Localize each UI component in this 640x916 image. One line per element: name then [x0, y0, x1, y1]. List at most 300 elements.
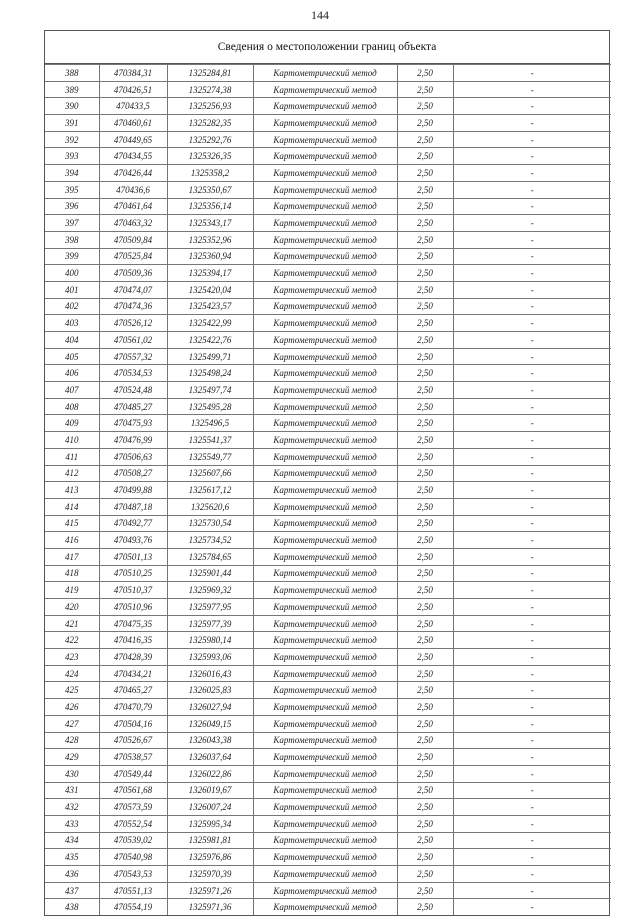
method-cell: Картометрический метод: [253, 565, 397, 582]
accuracy-cell: 2,50: [397, 882, 453, 899]
accuracy-cell: 2,50: [397, 148, 453, 165]
table-row: [45, 448, 611, 465]
table-row: [45, 532, 611, 549]
y-coordinate-cell: 1325422,99: [167, 315, 253, 332]
table-caption: Сведения о местоположении границ объекта: [45, 31, 609, 64]
accuracy-cell: 2,50: [397, 65, 453, 82]
description-cell: -: [453, 215, 611, 232]
accuracy-cell: 2,50: [397, 315, 453, 332]
method-cell: Картометрический метод: [253, 899, 397, 915]
x-coordinate-cell: 470525,84: [99, 248, 167, 265]
point-number-cell: 428: [45, 732, 99, 749]
description-cell: -: [453, 665, 611, 682]
method-cell: Картометрический метод: [253, 498, 397, 515]
accuracy-cell: 2,50: [397, 649, 453, 666]
accuracy-cell: 2,50: [397, 582, 453, 599]
table-row: [45, 882, 611, 899]
description-cell: -: [453, 749, 611, 766]
y-coordinate-cell: 1326037,64: [167, 749, 253, 766]
method-cell: Картометрический метод: [253, 582, 397, 599]
x-coordinate-cell: 470475,93: [99, 415, 167, 432]
point-number-cell: 398: [45, 231, 99, 248]
x-coordinate-cell: 470449,65: [99, 131, 167, 148]
table-row: [45, 332, 611, 349]
point-number-cell: 416: [45, 532, 99, 549]
description-cell: -: [453, 832, 611, 849]
table-row: [45, 248, 611, 265]
description-cell: -: [453, 732, 611, 749]
method-cell: Картометрический метод: [253, 849, 397, 866]
x-coordinate-cell: 470465,27: [99, 682, 167, 699]
point-number-cell: 397: [45, 215, 99, 232]
table-row: [45, 432, 611, 449]
boundary-table-sheet: [44, 30, 610, 916]
description-cell: -: [453, 81, 611, 98]
description-cell: -: [453, 415, 611, 432]
description-cell: -: [453, 866, 611, 883]
accuracy-cell: 2,50: [397, 565, 453, 582]
x-coordinate-cell: 470539,02: [99, 832, 167, 849]
method-cell: Картометрический метод: [253, 265, 397, 282]
x-coordinate-cell: 470510,96: [99, 599, 167, 616]
point-number-cell: 435: [45, 849, 99, 866]
method-cell: Картометрический метод: [253, 65, 397, 82]
x-coordinate-cell: 470426,44: [99, 165, 167, 182]
y-coordinate-cell: 1325784,65: [167, 548, 253, 565]
description-cell: -: [453, 231, 611, 248]
description-cell: -: [453, 565, 611, 582]
y-coordinate-cell: 1325497,74: [167, 382, 253, 399]
y-coordinate-cell: 1325282,35: [167, 115, 253, 132]
y-coordinate-cell: 1325356,14: [167, 198, 253, 215]
description-cell: -: [453, 498, 611, 515]
table-row: [45, 265, 611, 282]
table-row: [45, 498, 611, 515]
x-coordinate-cell: 470436,6: [99, 181, 167, 198]
x-coordinate-cell: 470474,07: [99, 281, 167, 298]
description-cell: -: [453, 632, 611, 649]
y-coordinate-cell: 1325981,81: [167, 832, 253, 849]
page-number: 144: [311, 8, 329, 22]
x-coordinate-cell: 470543,53: [99, 866, 167, 883]
x-coordinate-cell: 470561,68: [99, 782, 167, 799]
accuracy-cell: 2,50: [397, 298, 453, 315]
description-cell: -: [453, 532, 611, 549]
method-cell: Картометрический метод: [253, 81, 397, 98]
table-row: [45, 365, 611, 382]
description-cell: -: [453, 799, 611, 816]
point-number-cell: 438: [45, 899, 99, 915]
x-coordinate-cell: 470552,54: [99, 815, 167, 832]
description-cell: -: [453, 198, 611, 215]
accuracy-cell: 2,50: [397, 382, 453, 399]
point-number-cell: 395: [45, 181, 99, 198]
accuracy-cell: 2,50: [397, 231, 453, 248]
description-cell: -: [453, 115, 611, 132]
description-cell: -: [453, 715, 611, 732]
table-row: [45, 632, 611, 649]
table-row: [45, 198, 611, 215]
point-number-cell: 432: [45, 799, 99, 816]
y-coordinate-cell: 1325971,36: [167, 899, 253, 915]
table-row: [45, 398, 611, 415]
method-cell: Картометрический метод: [253, 365, 397, 382]
point-number-cell: 418: [45, 565, 99, 582]
point-number-cell: 399: [45, 248, 99, 265]
point-number-cell: 403: [45, 315, 99, 332]
x-coordinate-cell: 470485,27: [99, 398, 167, 415]
accuracy-cell: 2,50: [397, 265, 453, 282]
table-row: [45, 849, 611, 866]
y-coordinate-cell: 1325980,14: [167, 632, 253, 649]
description-cell: -: [453, 181, 611, 198]
x-coordinate-cell: 470463,32: [99, 215, 167, 232]
accuracy-cell: 2,50: [397, 448, 453, 465]
x-coordinate-cell: 470526,67: [99, 732, 167, 749]
method-cell: Картометрический метод: [253, 882, 397, 899]
description-cell: -: [453, 699, 611, 716]
description-cell: -: [453, 281, 611, 298]
point-number-cell: 412: [45, 465, 99, 482]
accuracy-cell: 2,50: [397, 348, 453, 365]
method-cell: Картометрический метод: [253, 615, 397, 632]
method-cell: Картометрический метод: [253, 749, 397, 766]
point-number-cell: 410: [45, 432, 99, 449]
point-number-cell: 393: [45, 148, 99, 165]
y-coordinate-cell: 1325495,28: [167, 398, 253, 415]
description-cell: -: [453, 482, 611, 499]
y-coordinate-cell: 1326043,38: [167, 732, 253, 749]
y-coordinate-cell: 1325901,44: [167, 565, 253, 582]
method-cell: Картометрический метод: [253, 665, 397, 682]
table-row: [45, 298, 611, 315]
table-row: [45, 131, 611, 148]
method-cell: Картометрический метод: [253, 231, 397, 248]
accuracy-cell: 2,50: [397, 765, 453, 782]
x-coordinate-cell: 470493,76: [99, 532, 167, 549]
y-coordinate-cell: 1326025,83: [167, 682, 253, 699]
accuracy-cell: 2,50: [397, 715, 453, 732]
accuracy-cell: 2,50: [397, 482, 453, 499]
y-coordinate-cell: 1325360,94: [167, 248, 253, 265]
point-number-cell: 427: [45, 715, 99, 732]
x-coordinate-cell: 470460,61: [99, 115, 167, 132]
method-cell: Картометрический метод: [253, 248, 397, 265]
point-number-cell: 390: [45, 98, 99, 115]
table-row: [45, 799, 611, 816]
method-cell: Картометрический метод: [253, 198, 397, 215]
description-cell: -: [453, 548, 611, 565]
description-cell: -: [453, 432, 611, 449]
accuracy-cell: 2,50: [397, 215, 453, 232]
table-row: [45, 215, 611, 232]
y-coordinate-cell: 1326027,94: [167, 699, 253, 716]
point-number-cell: 431: [45, 782, 99, 799]
table-row: [45, 181, 611, 198]
table-row: [45, 98, 611, 115]
accuracy-cell: 2,50: [397, 615, 453, 632]
y-coordinate-cell: 1325498,24: [167, 365, 253, 382]
y-coordinate-cell: 1325730,54: [167, 515, 253, 532]
y-coordinate-cell: 1325549,77: [167, 448, 253, 465]
x-coordinate-cell: 470434,55: [99, 148, 167, 165]
method-cell: Картометрический метод: [253, 515, 397, 532]
table-row: [45, 615, 611, 632]
accuracy-cell: 2,50: [397, 181, 453, 198]
description-cell: -: [453, 382, 611, 399]
description-cell: -: [453, 765, 611, 782]
table-row: [45, 565, 611, 582]
x-coordinate-cell: 470416,35: [99, 632, 167, 649]
point-number-cell: 421: [45, 615, 99, 632]
method-cell: Картометрический метод: [253, 348, 397, 365]
point-number-cell: 419: [45, 582, 99, 599]
description-cell: -: [453, 448, 611, 465]
x-coordinate-cell: 470474,36: [99, 298, 167, 315]
y-coordinate-cell: 1325422,76: [167, 332, 253, 349]
point-number-cell: 436: [45, 866, 99, 883]
y-coordinate-cell: 1325969,32: [167, 582, 253, 599]
point-number-cell: 434: [45, 832, 99, 849]
y-coordinate-cell: 1325292,76: [167, 131, 253, 148]
table-row: [45, 866, 611, 883]
y-coordinate-cell: 1326019,67: [167, 782, 253, 799]
description-cell: -: [453, 582, 611, 599]
y-coordinate-cell: 1325970,39: [167, 866, 253, 883]
accuracy-cell: 2,50: [397, 532, 453, 549]
method-cell: Картометрический метод: [253, 432, 397, 449]
y-coordinate-cell: 1325617,12: [167, 482, 253, 499]
accuracy-cell: 2,50: [397, 599, 453, 616]
x-coordinate-cell: 470428,39: [99, 649, 167, 666]
y-coordinate-cell: 1325284,81: [167, 65, 253, 82]
accuracy-cell: 2,50: [397, 799, 453, 816]
method-cell: Картометрический метод: [253, 699, 397, 716]
method-cell: Картометрический метод: [253, 532, 397, 549]
y-coordinate-cell: 1325326,35: [167, 148, 253, 165]
method-cell: Картометрический метод: [253, 448, 397, 465]
accuracy-cell: 2,50: [397, 548, 453, 565]
x-coordinate-cell: 470526,12: [99, 315, 167, 332]
y-coordinate-cell: 1325350,67: [167, 181, 253, 198]
y-coordinate-cell: 1325496,5: [167, 415, 253, 432]
method-cell: Картометрический метод: [253, 415, 397, 432]
x-coordinate-cell: 470561,02: [99, 332, 167, 349]
point-number-cell: 425: [45, 682, 99, 699]
description-cell: -: [453, 615, 611, 632]
table-row: [45, 281, 611, 298]
accuracy-cell: 2,50: [397, 365, 453, 382]
x-coordinate-cell: 470554,19: [99, 899, 167, 915]
point-number-cell: 392: [45, 131, 99, 148]
description-cell: -: [453, 882, 611, 899]
table-row: [45, 582, 611, 599]
method-cell: Картометрический метод: [253, 548, 397, 565]
method-cell: Картометрический метод: [253, 181, 397, 198]
x-coordinate-cell: 470476,99: [99, 432, 167, 449]
y-coordinate-cell: 1325394,17: [167, 265, 253, 282]
y-coordinate-cell: 1325607,66: [167, 465, 253, 482]
accuracy-cell: 2,50: [397, 498, 453, 515]
table-row: [45, 765, 611, 782]
y-coordinate-cell: 1325420,04: [167, 281, 253, 298]
x-coordinate-cell: 470510,25: [99, 565, 167, 582]
point-number-cell: 409: [45, 415, 99, 432]
x-coordinate-cell: 470499,88: [99, 482, 167, 499]
description-cell: -: [453, 165, 611, 182]
x-coordinate-cell: 470433,5: [99, 98, 167, 115]
accuracy-cell: 2,50: [397, 198, 453, 215]
method-cell: Картометрический метод: [253, 649, 397, 666]
description-cell: -: [453, 265, 611, 282]
accuracy-cell: 2,50: [397, 682, 453, 699]
accuracy-cell: 2,50: [397, 632, 453, 649]
table-row: [45, 899, 611, 915]
y-coordinate-cell: 1325976,86: [167, 849, 253, 866]
description-cell: -: [453, 348, 611, 365]
coordinates-table: [45, 64, 611, 915]
description-cell: -: [453, 782, 611, 799]
point-number-cell: 407: [45, 382, 99, 399]
table-row: [45, 782, 611, 799]
accuracy-cell: 2,50: [397, 415, 453, 432]
x-coordinate-cell: 470487,18: [99, 498, 167, 515]
point-number-cell: 406: [45, 365, 99, 382]
point-number-cell: 402: [45, 298, 99, 315]
accuracy-cell: 2,50: [397, 165, 453, 182]
method-cell: Картометрический метод: [253, 832, 397, 849]
accuracy-cell: 2,50: [397, 699, 453, 716]
table-row: [45, 315, 611, 332]
description-cell: -: [453, 599, 611, 616]
method-cell: Картометрический метод: [253, 482, 397, 499]
method-cell: Картометрический метод: [253, 131, 397, 148]
method-cell: Картометрический метод: [253, 165, 397, 182]
x-coordinate-cell: 470504,16: [99, 715, 167, 732]
x-coordinate-cell: 470538,57: [99, 749, 167, 766]
point-number-cell: 437: [45, 882, 99, 899]
point-number-cell: 411: [45, 448, 99, 465]
point-number-cell: 430: [45, 765, 99, 782]
y-coordinate-cell: 1325977,39: [167, 615, 253, 632]
method-cell: Картометрический метод: [253, 765, 397, 782]
accuracy-cell: 2,50: [397, 899, 453, 915]
accuracy-cell: 2,50: [397, 832, 453, 849]
description-cell: -: [453, 465, 611, 482]
table-row: [45, 715, 611, 732]
table-row: [45, 815, 611, 832]
method-cell: Картометрический метод: [253, 732, 397, 749]
method-cell: Картометрический метод: [253, 148, 397, 165]
y-coordinate-cell: 1325971,26: [167, 882, 253, 899]
table-row: [45, 482, 611, 499]
accuracy-cell: 2,50: [397, 749, 453, 766]
accuracy-cell: 2,50: [397, 866, 453, 883]
table-row: [45, 115, 611, 132]
method-cell: Картометрический метод: [253, 215, 397, 232]
accuracy-cell: 2,50: [397, 782, 453, 799]
table-row: [45, 548, 611, 565]
point-number-cell: 400: [45, 265, 99, 282]
accuracy-cell: 2,50: [397, 281, 453, 298]
x-coordinate-cell: 470506,63: [99, 448, 167, 465]
y-coordinate-cell: 1325274,38: [167, 81, 253, 98]
y-coordinate-cell: 1326007,24: [167, 799, 253, 816]
y-coordinate-cell: 1326049,15: [167, 715, 253, 732]
table-row: [45, 515, 611, 532]
method-cell: Картометрический метод: [253, 599, 397, 616]
method-cell: Картометрический метод: [253, 815, 397, 832]
y-coordinate-cell: 1325541,37: [167, 432, 253, 449]
accuracy-cell: 2,50: [397, 665, 453, 682]
point-number-cell: 423: [45, 649, 99, 666]
point-number-cell: 433: [45, 815, 99, 832]
description-cell: -: [453, 682, 611, 699]
accuracy-cell: 2,50: [397, 332, 453, 349]
point-number-cell: 417: [45, 548, 99, 565]
table-row: [45, 749, 611, 766]
x-coordinate-cell: 470384,31: [99, 65, 167, 82]
point-number-cell: 401: [45, 281, 99, 298]
table-row: [45, 682, 611, 699]
description-cell: -: [453, 365, 611, 382]
x-coordinate-cell: 470475,35: [99, 615, 167, 632]
point-number-cell: 391: [45, 115, 99, 132]
y-coordinate-cell: 1325734,52: [167, 532, 253, 549]
description-cell: -: [453, 899, 611, 915]
y-coordinate-cell: 1326022,86: [167, 765, 253, 782]
coordinates-table-body: [45, 65, 611, 916]
accuracy-cell: 2,50: [397, 131, 453, 148]
method-cell: Картометрический метод: [253, 398, 397, 415]
point-number-cell: 429: [45, 749, 99, 766]
x-coordinate-cell: 470573,59: [99, 799, 167, 816]
x-coordinate-cell: 470461,64: [99, 198, 167, 215]
table-row: [45, 599, 611, 616]
point-number-cell: 394: [45, 165, 99, 182]
description-cell: -: [453, 649, 611, 666]
accuracy-cell: 2,50: [397, 432, 453, 449]
point-number-cell: 414: [45, 498, 99, 515]
description-cell: -: [453, 398, 611, 415]
method-cell: Картометрический метод: [253, 281, 397, 298]
method-cell: Картометрический метод: [253, 332, 397, 349]
table-row: [45, 415, 611, 432]
accuracy-cell: 2,50: [397, 515, 453, 532]
table-row: [45, 148, 611, 165]
method-cell: Картометрический метод: [253, 632, 397, 649]
method-cell: Картометрический метод: [253, 682, 397, 699]
method-cell: Картометрический метод: [253, 715, 397, 732]
y-coordinate-cell: 1325423,57: [167, 298, 253, 315]
x-coordinate-cell: 470551,13: [99, 882, 167, 899]
accuracy-cell: 2,50: [397, 248, 453, 265]
x-coordinate-cell: 470524,48: [99, 382, 167, 399]
x-coordinate-cell: 470501,13: [99, 548, 167, 565]
point-number-cell: 388: [45, 65, 99, 82]
x-coordinate-cell: 470434,21: [99, 665, 167, 682]
method-cell: Картометрический метод: [253, 465, 397, 482]
y-coordinate-cell: 1325993,06: [167, 649, 253, 666]
description-cell: -: [453, 298, 611, 315]
accuracy-cell: 2,50: [397, 81, 453, 98]
y-coordinate-cell: 1325352,96: [167, 231, 253, 248]
x-coordinate-cell: 470510,37: [99, 582, 167, 599]
description-cell: -: [453, 65, 611, 82]
y-coordinate-cell: 1325620,6: [167, 498, 253, 515]
point-number-cell: 415: [45, 515, 99, 532]
method-cell: Картометрический метод: [253, 799, 397, 816]
